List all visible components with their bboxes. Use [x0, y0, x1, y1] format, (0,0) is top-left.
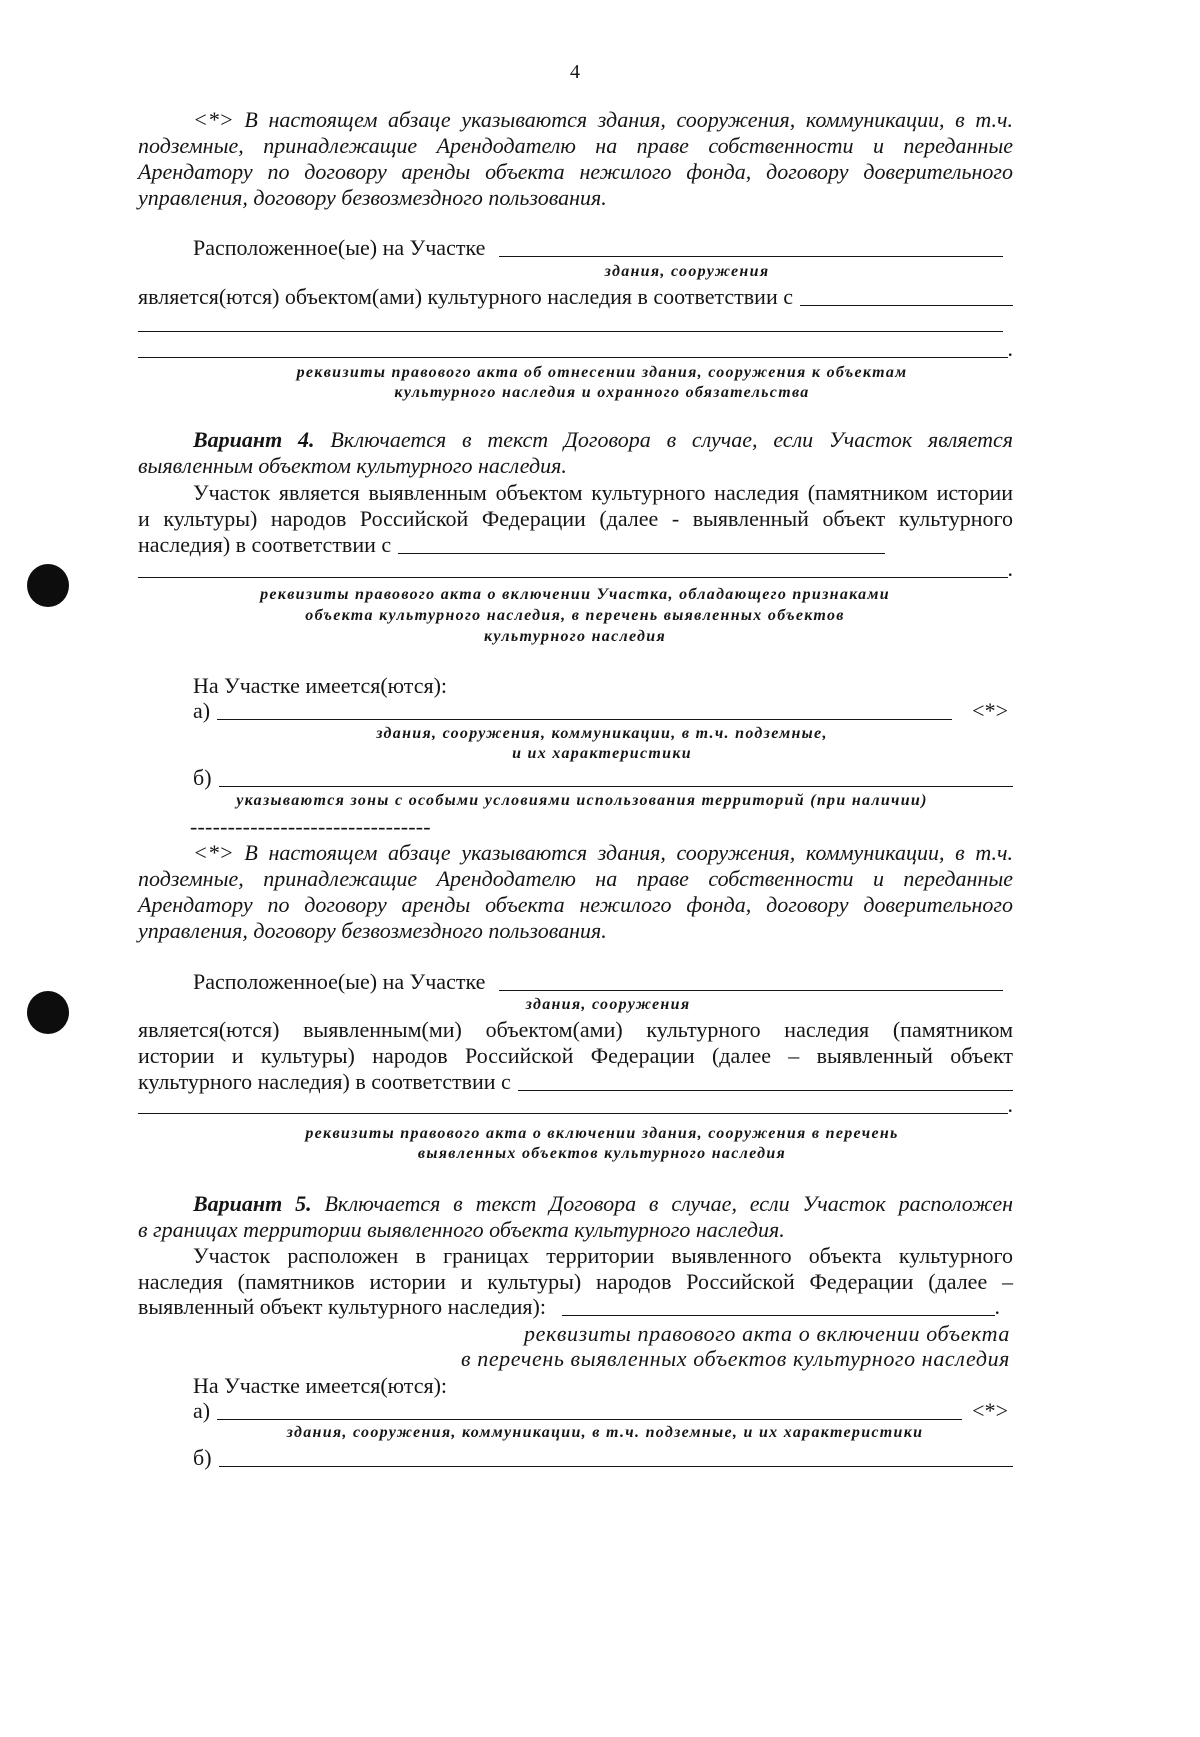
blank-field: [138, 336, 1008, 358]
item-b-row: [193, 765, 1013, 791]
blank-field: [219, 1445, 1013, 1467]
field-caption: реквизиты правового акта о включении объекта: [524, 1321, 1010, 1346]
has-on-plot-label: На Участке имеется(ются):: [193, 1373, 448, 1398]
field-caption: здания, сооружения: [525, 996, 691, 1013]
variant-4-body-line: Участок является выявленным объектом культурного наследия (памятником истории: [193, 480, 1013, 505]
item-a-marker: а): [193, 1398, 211, 1423]
end-mark: .: [1007, 336, 1013, 361]
variant-5-intro-line: [193, 1191, 1013, 1217]
footnote-line: управления, договору безвозмездного пользования.: [138, 185, 607, 210]
blank-field: [518, 1069, 1013, 1091]
footnote-line: <*> В настоящем абзаце указываются здания, сооружения, коммуникации, в т.ч.: [193, 840, 1013, 865]
page-number: 4: [570, 61, 580, 83]
footnote-ref: <*>: [972, 698, 1008, 723]
field-caption: здания, сооружения: [604, 263, 770, 280]
punch-hole-top: [27, 564, 69, 607]
field-caption: здания, сооружения, коммуникации, в т.ч. подземные, и их характеристики: [286, 1424, 924, 1441]
blank-field: [138, 556, 1008, 578]
variant-5-intro-text: Включается в текст Договора в случае, если Участок расположен: [324, 1191, 1013, 1216]
item-a-marker: а): [193, 698, 211, 723]
blank-line-row: [138, 336, 1013, 362]
located-label: Расположенное(ые) на Участке: [193, 235, 486, 260]
located-buildings-row: [193, 969, 1003, 995]
field-caption: указываются зоны с особыми условиями использования территорий (при наличии): [236, 792, 928, 809]
blank-field: [562, 1294, 995, 1316]
end-mark: .: [994, 1294, 1000, 1319]
variant-4-intro-line: выявленным объектом культурного наследия.: [138, 453, 567, 478]
field-caption: реквизиты правового акта о включении здания, сооружения в перечень: [305, 1125, 899, 1142]
variant-5-body-line: наследия (памятников истории и культуры) народов Российской Федерации (далее –: [138, 1269, 1013, 1294]
variant-5-intro-line: в границах территории выявленного объекта культурного наследия.: [138, 1217, 785, 1242]
footnote-line: Арендатору по договору аренды объекта нежилого фонда, договору доверительного: [138, 159, 1013, 184]
footnote-line: подземные, принадлежащие Арендодателю на праве собственности и переданные: [138, 133, 1013, 158]
item-b-marker: б): [193, 765, 212, 790]
footnote-separator: --------------------------------: [190, 814, 431, 839]
field-caption: здания, сооружения, коммуникации, в т.ч. подземные,: [376, 725, 828, 742]
variant-4-intro-text: Включается в текст Договора в случае, если Участок является: [330, 427, 1013, 452]
item-a-row: [193, 1398, 1008, 1424]
footnote-line: <*> В настоящем абзаце указываются здания, сооружения, коммуникации, в т.ч.: [193, 107, 1013, 132]
variant-5-body-row: [138, 1294, 1000, 1320]
blank-field: [217, 698, 952, 720]
field-caption: культурного наследия и охранного обязательства: [394, 384, 810, 401]
identified-status-line: истории и культуры) народов Российской Федерации (далее – выявленный объект: [138, 1043, 1013, 1068]
blank-line: [138, 331, 1003, 332]
variant-5-body-line: выявленный объект культурного наследия):: [138, 1294, 546, 1319]
footnote-line: Арендатору по договору аренды объекта нежилого фонда, договору доверительного: [138, 892, 1013, 917]
field-caption: реквизиты правового акта о включении Участка, обладающего признаками: [260, 586, 890, 603]
identified-status-line: культурного наследия) в соответствии с: [138, 1069, 511, 1094]
variant-4-body-line: наследия) в соответствии с: [138, 532, 392, 557]
variant-5-body-line: Участок расположен в границах территории выявленного объекта культурного: [193, 1243, 1013, 1268]
variant-4-label: Вариант 4.: [193, 427, 315, 452]
blank-field: [219, 765, 1013, 787]
item-a-row: [193, 698, 1008, 724]
blank-field: [217, 1398, 962, 1420]
footnote-line: управления, договору безвозмездного пользования.: [138, 918, 607, 943]
field-caption: выявленных объектов культурного наследия: [417, 1145, 787, 1162]
end-mark: .: [1007, 556, 1013, 581]
end-mark: .: [1007, 1092, 1013, 1117]
heritage-status-label: является(ются) объектом(ами) культурного наследия в соответствии с: [138, 284, 793, 309]
field-caption: реквизиты правового акта об отнесении здания, сооружения к объектам: [296, 364, 908, 381]
has-on-plot-label: На Участке имеется(ются):: [193, 673, 448, 698]
footnote-line: подземные, принадлежащие Арендодателю на праве собственности и переданные: [138, 866, 1013, 891]
variant-4-body-line: и культуры) народов Российской Федерации (далее - выявленный объект культурного: [138, 506, 1013, 531]
field-caption: и их характеристики: [512, 745, 692, 762]
field-caption: в перечень выявленных объектов культурного наследия: [460, 1346, 1010, 1371]
blank-field: [499, 235, 1003, 257]
field-caption: объекта культурного наследия, в перечень выявленных объектов: [305, 607, 845, 624]
blank-line-row: [138, 1092, 1013, 1118]
item-b-marker: б): [193, 1445, 212, 1470]
variant-4-intro-line: [193, 427, 1013, 453]
blank-field: [499, 969, 1003, 991]
punch-hole-bottom: [27, 991, 69, 1034]
blank-field: [138, 1092, 1008, 1114]
variant-4-body-row: [138, 532, 885, 558]
blank-field: [398, 532, 885, 554]
identified-status-line: является(ются) выявленным(ми) объектом(ами) культурного наследия (памятником: [138, 1017, 1013, 1042]
located-buildings-row: [193, 235, 1003, 261]
heritage-status-row: [138, 284, 1013, 310]
blank-field: [800, 284, 1013, 306]
variant-5-label: Вариант 5.: [193, 1191, 312, 1216]
field-caption: культурного наследия: [483, 628, 666, 645]
item-b-row: [193, 1445, 1013, 1471]
blank-line-row: [138, 556, 1013, 582]
footnote-ref: <*>: [972, 1398, 1008, 1423]
located-label: Расположенное(ые) на Участке: [193, 969, 486, 994]
